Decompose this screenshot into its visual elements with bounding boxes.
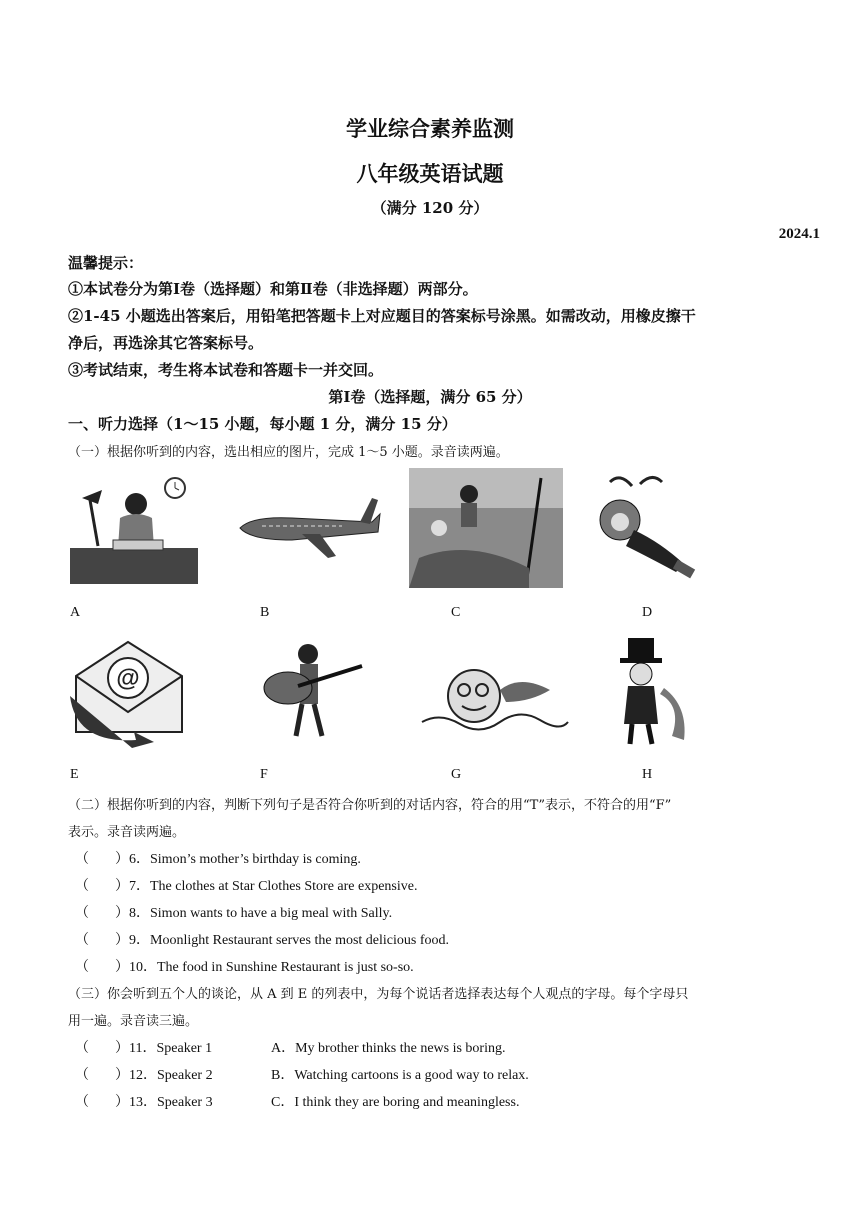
notice-heading: 温馨提示： [68, 254, 144, 272]
part-instructions: 用一遍。录音读三遍。 [68, 1014, 199, 1029]
notice-item: ①本试卷分为第Ⅰ卷（选择题）和第Ⅱ卷（非选择题）两部分。 [68, 280, 478, 298]
monkey-king-icon [580, 472, 698, 588]
option-text: B．Watching cartoons is a good way to relax. [271, 1068, 529, 1083]
part-instructions: （二）根据你听到的内容，判断下列句子是否符合你听到的对话内容，符合的用“T”表示，不符合的用“F” [68, 798, 672, 813]
exam-date: 2024.1 [778, 226, 820, 242]
answer-paren-open[interactable]: （ [75, 906, 89, 921]
answer-paren-close: ） [115, 852, 129, 867]
exam-title: 学业综合素养监测 [346, 116, 514, 141]
answer-paren-close: ） [115, 933, 129, 948]
answer-paren-close: ） [115, 879, 129, 894]
tf-question [75, 848, 361, 868]
answer-paren-close: ） [115, 1041, 129, 1056]
park-scene-icon [409, 468, 563, 588]
question-text: 9．Moonlight Restaurant serves the most delicious food. [129, 933, 450, 948]
speaker-label: 11．Speaker 1 [129, 1041, 213, 1056]
exam-subtitle: 八年级英语试题 [356, 161, 504, 186]
part-instructions: （一）根据你听到的内容，选出相应的图片，完成 1～5 小题。录音读两遍。 [68, 445, 509, 460]
picture-label: B [260, 605, 270, 620]
match-question [75, 1064, 529, 1084]
tf-question [75, 875, 417, 895]
notice-item: ②1-45 小题选出答案后，用铅笔把答题卡上对应题目的答案标号涂黑。如需改动，用橡皮擦干 [68, 307, 696, 325]
picture-label: D [642, 605, 653, 620]
match-question [75, 1037, 505, 1057]
tf-question [75, 929, 449, 949]
full-score: （满分 120 分） [371, 199, 489, 217]
answer-paren-open[interactable]: （ [75, 933, 89, 948]
speaker-label: 13．Speaker 3 [129, 1095, 213, 1110]
picture-label: G [451, 767, 462, 782]
question-text: 6．Simon’s mother’s birthday is coming. [129, 852, 361, 867]
picture-label: A [70, 605, 81, 620]
notice-item: 净后，再选涂其它答案标号。 [68, 334, 264, 352]
answer-paren-close: ） [115, 960, 129, 975]
volume-heading: 第Ⅰ卷（选择题，满分 65 分） [328, 388, 532, 406]
answer-paren-open[interactable]: （ [75, 852, 89, 867]
picture-label: F [260, 767, 268, 782]
picture-label: H [642, 767, 653, 782]
question-text: 8．Simon wants to have a big meal with Sally. [129, 906, 393, 921]
answer-paren-close: ） [115, 1095, 129, 1110]
answer-paren-close: ） [115, 906, 129, 921]
speaker-label: 12．Speaker 2 [129, 1068, 213, 1083]
option-text: C．I think they are boring and meaningless. [271, 1095, 520, 1110]
magician-icon [606, 636, 690, 748]
picture-label: E [70, 767, 79, 782]
studying-girl-icon [68, 470, 203, 588]
guitar-player-icon [258, 636, 368, 748]
answer-paren-open[interactable]: （ [75, 960, 89, 975]
answer-paren-open[interactable]: （ [75, 1095, 89, 1110]
picture-label: C [451, 605, 461, 620]
swimmer-icon [420, 650, 570, 740]
section-heading: 一、听力选择（1～15 小题，每小题 1 分，满分 15 分） [68, 415, 457, 433]
answer-paren-open[interactable]: （ [75, 1041, 89, 1056]
question-text: 7．The clothes at Star Clothes Store are expensive. [129, 879, 418, 894]
option-text: A．My brother thinks the news is boring. [271, 1041, 506, 1056]
email-icon [66, 636, 188, 748]
svg-text:@: @ [116, 665, 140, 692]
part-instructions: 表示。录音读两遍。 [68, 825, 186, 840]
tf-question [75, 902, 392, 922]
question-text: 10．The food in Sunshine Restaurant is just so-so. [129, 960, 414, 975]
notice-item: ③考试结束，考生将本试卷和答题卡一并交回。 [68, 361, 384, 379]
answer-paren-open[interactable]: （ [75, 879, 89, 894]
answer-paren-close: ） [115, 1068, 129, 1083]
airplane-icon [232, 488, 382, 568]
part-instructions: （三）你会听到五个人的谈论，从 A 到 E 的列表中，为每个说话者选择表达每个人观点的字母。每个字母只 [68, 987, 689, 1002]
match-question [75, 1091, 519, 1111]
answer-paren-open[interactable]: （ [75, 1068, 89, 1083]
tf-question [75, 956, 414, 976]
